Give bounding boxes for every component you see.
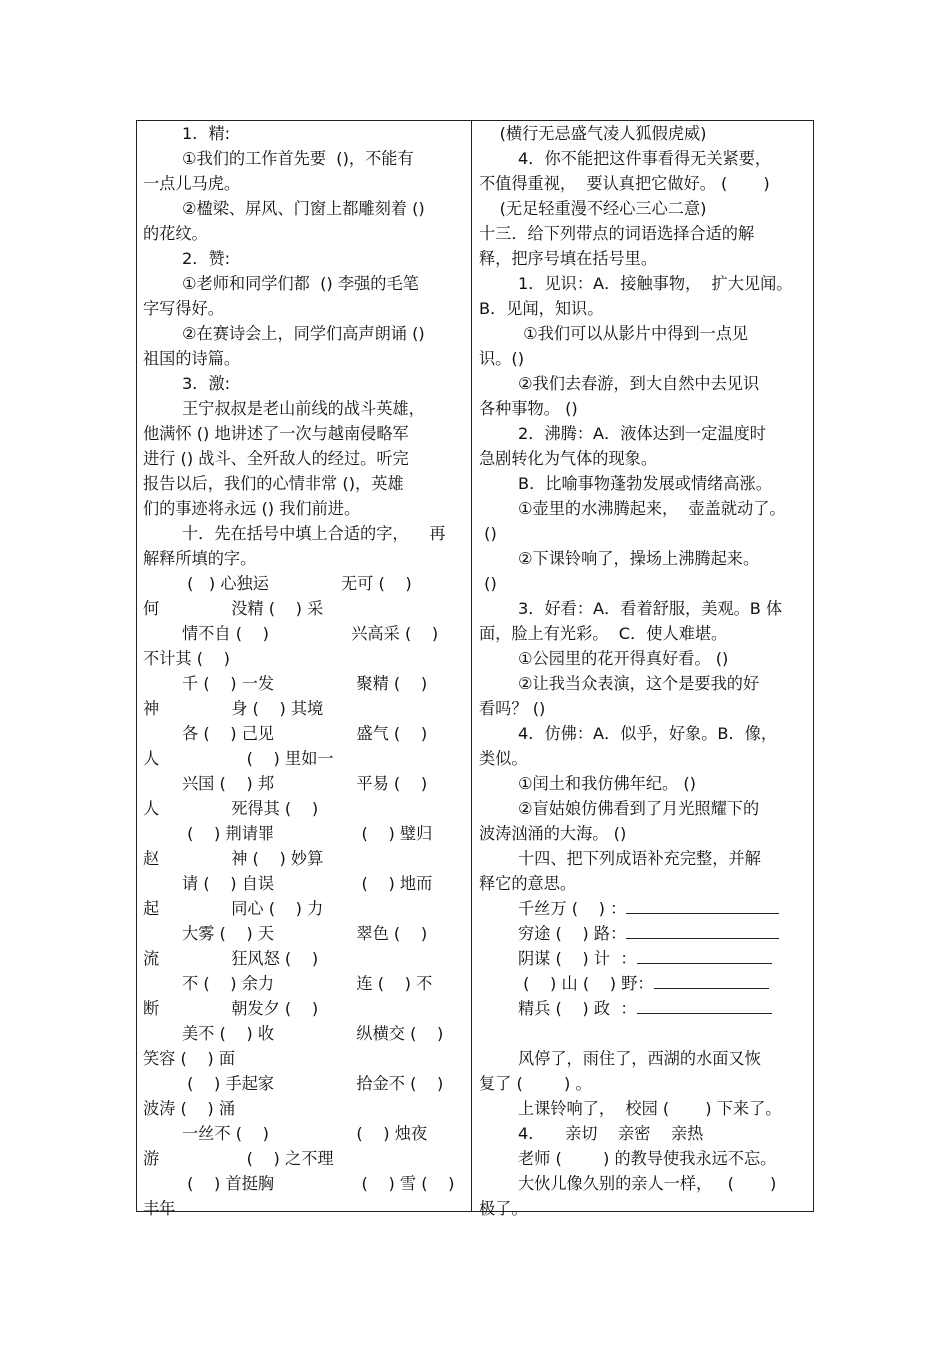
left-line-text: ②在赛诗会上，同学们高声朗诵 () — [182, 324, 425, 343]
right-line-text: 急剧转化为气体的现象。 — [479, 449, 658, 468]
left-line — [143, 646, 466, 671]
left-line-text: 他满怀 () 地讲述了一次与越南侵略军 — [143, 424, 409, 443]
right-line — [479, 746, 808, 771]
answer-blank-line[interactable] — [637, 996, 772, 1014]
left-line — [143, 821, 466, 846]
right-line-text: 精兵 ( ) 政 ： — [518, 999, 637, 1018]
right-line — [479, 521, 808, 546]
left-line-text: 大雾 ( ) 天 翠色 ( ) — [182, 924, 428, 943]
left-line — [143, 1071, 466, 1096]
left-line — [143, 421, 466, 446]
left-line-text: 波涛 ( ) 涌 — [143, 1099, 236, 1118]
right-line — [479, 1021, 808, 1046]
right-line — [479, 1046, 808, 1071]
left-line-text: 笑容 ( ) 面 — [143, 1049, 236, 1068]
left-line — [143, 1146, 466, 1171]
left-line — [143, 1096, 466, 1121]
left-line — [143, 921, 466, 946]
left-line-text: 报告以后，我们的心情非常 ()，英雄 — [143, 474, 404, 493]
left-line-text: 赵 神 ( ) 妙算 — [143, 849, 324, 868]
right-line-text: ②盲姑娘仿佛看到了月光照耀下的 — [518, 799, 760, 818]
right-line — [479, 296, 808, 321]
right-line-text: 释它的意思。 — [479, 874, 577, 893]
right-line — [479, 671, 808, 696]
right-line — [479, 371, 808, 396]
right-line — [479, 596, 808, 621]
left-line-text: 一点儿马虎。 — [143, 174, 241, 193]
right-line-text: ②下课铃响了，操场上沸腾起来。 — [518, 549, 760, 568]
right-line — [479, 721, 808, 746]
right-line-text: 上课铃响了， 校园 ( ) 下来了。 — [518, 1099, 782, 1118]
left-line — [143, 871, 466, 896]
left-line — [143, 996, 466, 1021]
right-line — [479, 796, 808, 821]
left-line — [143, 896, 466, 921]
left-line-text: ( ) 手起家 拾金不 ( ) — [182, 1074, 444, 1093]
left-line-text: 请 ( ) 自误 ( ) 地而 — [182, 874, 433, 893]
right-line-text: B．比喻事物蓬勃发展或情绪高涨。 — [518, 474, 772, 493]
right-line — [479, 996, 808, 1021]
left-line-text: 丰年 — [143, 1199, 176, 1218]
answer-blank-line[interactable] — [654, 971, 769, 989]
right-line — [479, 196, 808, 221]
right-line-text: 2．沸腾：A．液体达到一定温度时 — [518, 424, 766, 443]
left-line-text: 游 ( ) 之不理 — [143, 1149, 334, 1168]
right-line — [479, 871, 808, 896]
answer-blank-line[interactable] — [626, 921, 779, 939]
right-line — [479, 1071, 808, 1096]
right-line — [479, 346, 808, 371]
left-line-text: 人 ( ) 里如一 — [143, 749, 334, 768]
left-line-text: ②楹梁、屏风、门窗上都雕刻着 () — [182, 199, 425, 218]
right-line — [479, 1146, 808, 1171]
left-line — [143, 1121, 466, 1146]
right-line-text: 不值得重视， 要认真把它做好。 ( ) — [479, 174, 770, 193]
right-line-text: 千丝万 ( ) ： — [518, 899, 627, 918]
right-line-text: ①公园里的花开得真好看。 () — [518, 649, 729, 668]
left-line — [143, 846, 466, 871]
right-line — [479, 246, 808, 271]
left-line — [143, 321, 466, 346]
right-line-text: () — [479, 574, 497, 593]
left-line-text: 不 ( ) 余力 连 ( ) 不 — [182, 974, 433, 993]
left-line-text: 1．精: — [182, 124, 231, 143]
left-line — [143, 596, 466, 621]
right-line-text: ②让我当众表演，这个是要我的好 — [518, 674, 760, 693]
left-line — [143, 471, 466, 496]
right-line — [479, 571, 808, 596]
left-line — [143, 521, 466, 546]
left-line — [143, 396, 466, 421]
right-line — [479, 1196, 808, 1221]
right-line — [479, 396, 808, 421]
right-line — [479, 471, 808, 496]
left-line-text: 祖国的诗篇。 — [143, 349, 241, 368]
right-line — [479, 946, 808, 971]
right-line-text: ( ) 山 ( ) 野： — [518, 974, 654, 993]
left-line-text: 断 朝发夕 ( ) — [143, 999, 319, 1018]
right-line-text: 4．你不能把这件事看得无关紧要， — [518, 149, 772, 168]
left-line — [143, 971, 466, 996]
left-line — [143, 671, 466, 696]
left-line — [143, 246, 466, 271]
left-line — [143, 571, 466, 596]
left-line-text: 情不自 ( ) 兴高采 ( ) — [182, 624, 439, 643]
left-line — [143, 721, 466, 746]
left-line — [143, 146, 466, 171]
right-line-text: 识。() — [479, 349, 525, 368]
answer-blank-line[interactable] — [637, 946, 772, 964]
left-line-text: 千 ( ) 一发 聚精 ( ) — [182, 674, 428, 693]
right-line-text: 面，脸上有光彩。 C．使人难堪。 — [479, 624, 728, 643]
right-line — [479, 546, 808, 571]
left-line — [143, 371, 466, 396]
left-line — [143, 796, 466, 821]
left-line — [143, 221, 466, 246]
right-line — [479, 496, 808, 521]
right-line — [479, 1096, 808, 1121]
right-line — [479, 771, 808, 796]
left-line-text: 人 死得其 ( ) — [143, 799, 319, 818]
left-line — [143, 746, 466, 771]
right-line-text: 极了。 — [479, 1199, 528, 1218]
right-line — [479, 121, 808, 146]
right-line-text: 十四、把下列成语补充完整，并解 — [518, 849, 761, 868]
left-line-text: 字写得好。 — [143, 299, 224, 318]
right-line-text: 波涛汹涌的大海。 () — [479, 824, 627, 843]
right-line-text: (横行无忌盛气凌人狐假虎威) — [479, 124, 707, 143]
left-line — [143, 1171, 466, 1196]
right-line — [479, 921, 808, 946]
left-column — [143, 121, 466, 1221]
right-line-text: 各种事物。 () — [479, 399, 578, 418]
left-line — [143, 1021, 466, 1046]
left-line-text: 何 没精 ( ) 采 — [143, 599, 324, 618]
left-line — [143, 771, 466, 796]
right-line-text: 穷途 ( ) 路： — [518, 924, 627, 943]
right-line-text: 4． 亲切 亲密 亲热 — [518, 1124, 704, 1143]
right-line — [479, 171, 808, 196]
right-line-text: 4．仿佛：A．似乎，好象。B．像， — [518, 724, 778, 743]
right-line-text: () — [479, 524, 497, 543]
answer-blank-line[interactable] — [626, 896, 779, 914]
right-line — [479, 696, 808, 721]
left-line-text: 兴国 ( ) 邦 平易 ( ) — [182, 774, 428, 793]
right-line — [479, 146, 808, 171]
left-line-text: 进行 () 战斗、全歼敌人的经过。听完 — [143, 449, 409, 468]
left-line-text: ①我们的工作首先要 ()，不能有 — [182, 149, 414, 168]
left-line — [143, 196, 466, 221]
right-line — [479, 446, 808, 471]
left-line — [143, 121, 466, 146]
left-line-text: ( ) 荆请罪 ( ) 璧归 — [182, 824, 433, 843]
left-line — [143, 1196, 466, 1221]
right-line — [479, 421, 808, 446]
right-line — [479, 821, 808, 846]
right-line — [479, 221, 808, 246]
left-line-text: 不计其 ( ) — [143, 649, 230, 668]
left-line-text: 流 狂风怒 ( ) — [143, 949, 319, 968]
right-line — [479, 846, 808, 871]
right-line — [479, 646, 808, 671]
left-line — [143, 621, 466, 646]
left-line — [143, 296, 466, 321]
right-line-text: ①壶里的水沸腾起来， 壶盖就动了。 — [518, 499, 786, 518]
left-line-text: 2．赞: — [182, 249, 231, 268]
left-line-text: ( ) 心独运 无可 ( ) — [182, 574, 412, 593]
right-line — [479, 896, 808, 921]
left-line — [143, 346, 466, 371]
right-line-text: 看吗？ () — [479, 699, 546, 718]
right-line-text: 十三．给下列带点的词语选择合适的解 — [479, 224, 755, 243]
right-line-text: 3．好看：A．看着舒服，美观。B 体 — [518, 599, 783, 618]
left-line — [143, 1046, 466, 1071]
right-column — [479, 121, 808, 1221]
left-line — [143, 696, 466, 721]
left-line — [143, 946, 466, 971]
right-line-text: 1．见识：A．接触事物， 扩大见闻。 — [518, 274, 793, 293]
right-line-text: (无足轻重漫不经心三心二意) — [479, 199, 707, 218]
left-line — [143, 546, 466, 571]
left-line-text: 王宁叔叔是老山前线的战斗英雄， — [182, 399, 425, 418]
left-line — [143, 271, 466, 296]
right-line-text: 老师 ( ) 的教导使我永远不忘。 — [518, 1149, 777, 1168]
left-line-text: 的花纹。 — [143, 224, 208, 243]
left-line — [143, 446, 466, 471]
left-line-text: ( ) 首挺胸 ( ) 雪 ( ) — [182, 1174, 455, 1193]
right-line-text: 类似。 — [479, 749, 528, 768]
right-line-text: 大伙儿像久别的亲人一样， ( ) — [518, 1174, 777, 1193]
right-line — [479, 971, 808, 996]
right-line-text: ②我们去春游，到大自然中去见识 — [518, 374, 760, 393]
right-line-text: ①我们可以从影片中得到一点见 — [518, 324, 749, 343]
left-line-text: 十．先在括号中填上合适的字， 再 — [182, 524, 446, 543]
left-line-text: 一丝不 ( ) ( ) 烛夜 — [182, 1124, 428, 1143]
left-line — [143, 171, 466, 196]
left-line-text: 解释所填的字。 — [143, 549, 257, 568]
right-line-text: ①闰土和我仿佛年纪。 () — [518, 774, 696, 793]
left-line-text: 美不 ( ) 收 纵横交 ( ) — [182, 1024, 444, 1043]
left-line-text: 神 身 ( ) 其境 — [143, 699, 324, 718]
right-line — [479, 1121, 808, 1146]
right-line-text: 释，把序号填在括号里。 — [479, 249, 658, 268]
left-line-text: 们的事迹将永远 () 我们前进。 — [143, 499, 361, 518]
right-line-text: 风停了，雨住了，西湖的水面又恢 — [518, 1049, 761, 1068]
left-line-text: 各 ( ) 己见 盛气 ( ) — [182, 724, 428, 743]
right-line — [479, 321, 808, 346]
left-line-text: 起 同心 ( ) 力 — [143, 899, 324, 918]
right-line — [479, 621, 808, 646]
worksheet-table — [136, 120, 814, 1218]
left-line-text: ①老师和同学们都 () 李强的毛笔 — [182, 274, 419, 293]
right-line-text: 阴谋 ( ) 计 ： — [518, 949, 637, 968]
column-divider — [471, 121, 472, 1211]
right-line-text: B．见闻，知识。 — [479, 299, 604, 318]
left-line — [143, 496, 466, 521]
right-line-text: 复了 ( ) 。 — [479, 1074, 592, 1093]
right-line — [479, 271, 808, 296]
left-line-text: 3．激: — [182, 374, 231, 393]
right-line — [479, 1171, 808, 1196]
